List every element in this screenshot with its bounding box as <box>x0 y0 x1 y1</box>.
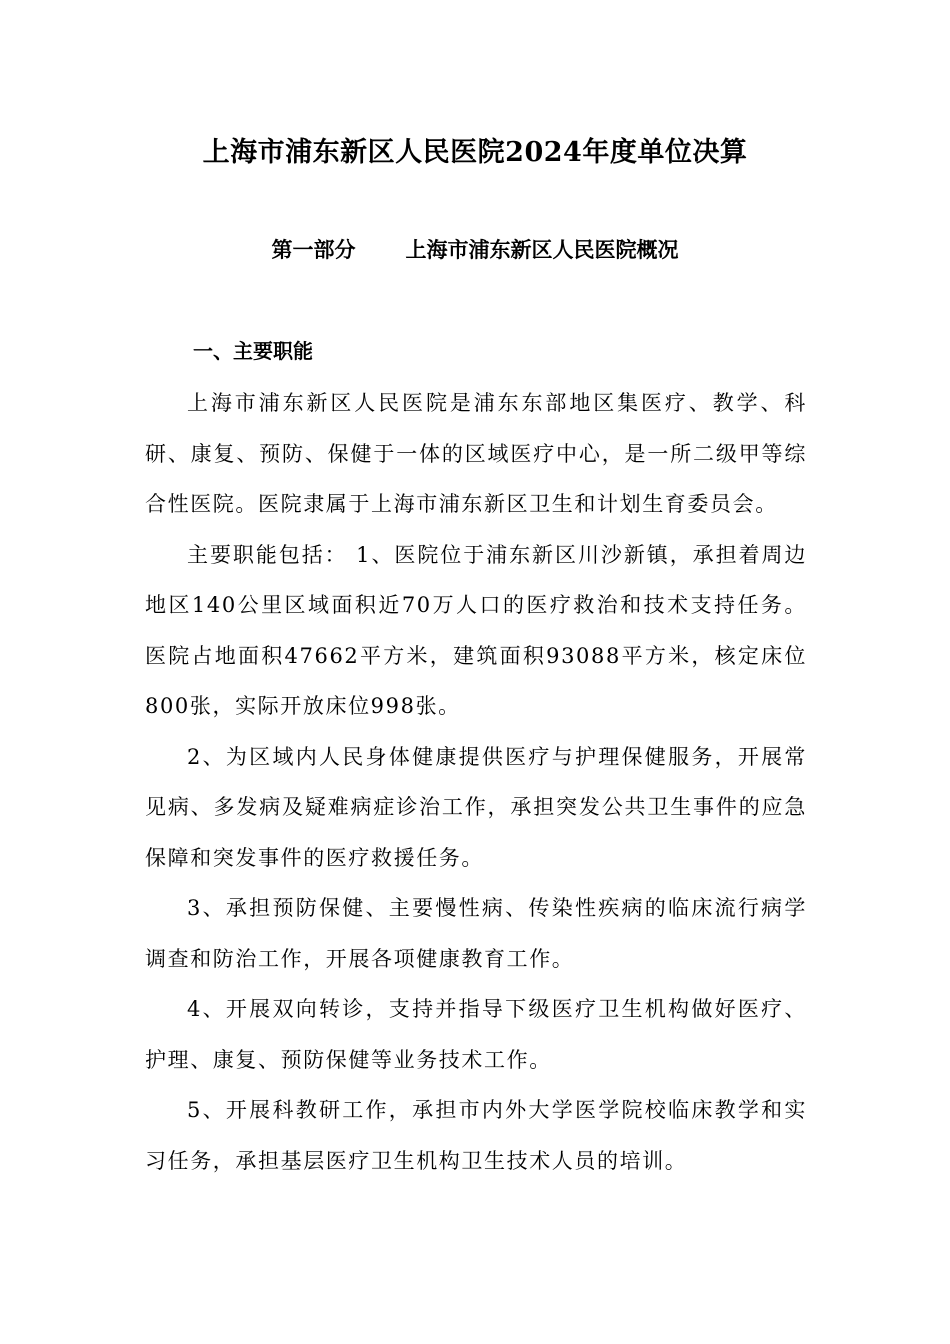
paragraph-overview: 上海市浦东新区人民医院是浦东东部地区集医疗、教学、科研、康复、预防、保健于一体的区域医疗中心，是一所二级甲等综合性医院。医院隶属于上海市浦东新区卫生和计划生育委员会。 <box>145 391 807 516</box>
document-title: 上海市浦东新区人民医院2024年度单位决算 <box>202 137 748 168</box>
part-heading <box>0 232 950 268</box>
paragraph-function-4: 4、开展双向转诊，支持并指导下级医疗卫生机构做好医疗、护理、康复、预防保健等业务技术工作。 <box>145 997 807 1072</box>
paragraph-function-1: 主要职能包括： 1、医院位于浦东新区川沙新镇，承担着周边地区140公里区域面积近70万人口的医疗救治和技术支持任务。医院占地面积47662平方米，建筑面积93088平方米，核定床位800张，实际开放床位998张。 <box>145 542 807 718</box>
section-heading: 一、主要职能 <box>193 339 313 363</box>
paragraph-function-2: 2、为区域内人民身体健康提供医疗与护理保健服务，开展常见病、多发病及疑难病症诊治工作，承担突发公共卫生事件的应急保障和突发事件的医疗救援任务。 <box>145 744 807 870</box>
part-title: 上海市浦东新区人民医院概况 <box>405 238 679 262</box>
body-text <box>145 378 807 1186</box>
part-label: 第一部分 <box>271 238 356 262</box>
paragraph-function-3: 3、承担预防保健、主要慢性病、传染性疾病的临床流行病学调查和防治工作，开展各项健康教育工作。 <box>145 896 807 971</box>
paragraph-function-5: 5、开展科教研工作，承担市内外大学医学院校临床教学和实习任务，承担基层医疗卫生机构卫生技术人员的培训。 <box>145 1098 807 1173</box>
